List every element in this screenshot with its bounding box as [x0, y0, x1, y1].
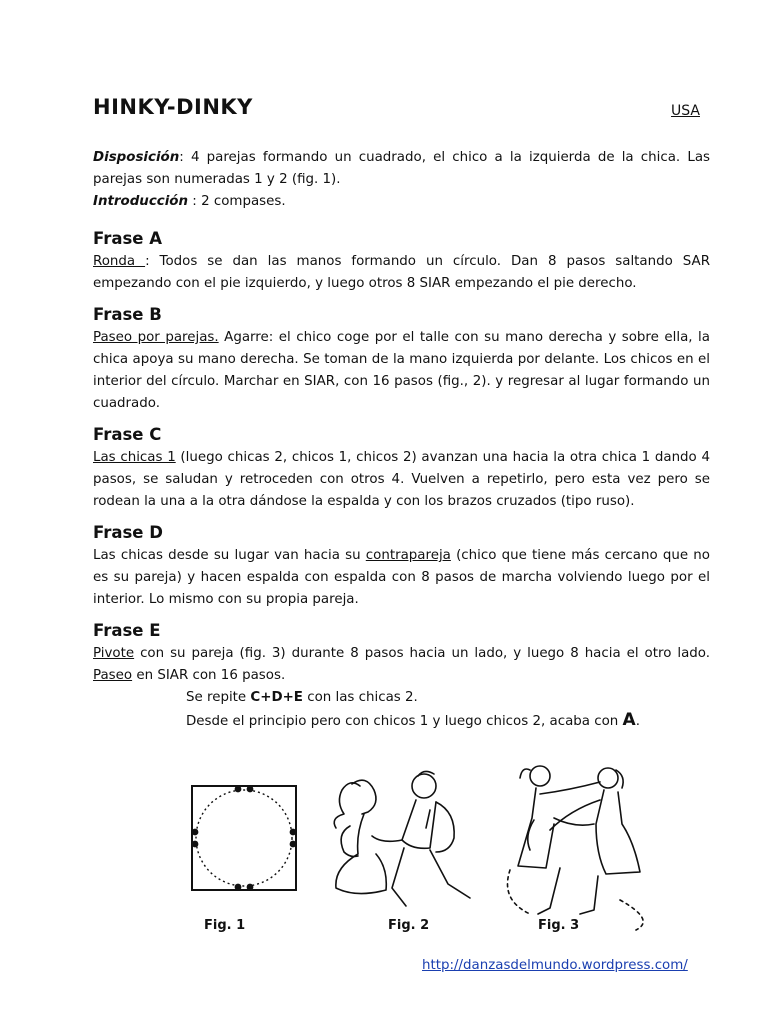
- section-text: : Todos se dan las manos formando un círculo. Dan 8 pasos saltando SAR empezando con el pie izquierdo, y luego otros 8 SIAR empezando el pie derecho.: [93, 254, 710, 291]
- section-body: [93, 643, 710, 687]
- disposicion-text: : 4 parejas formando un cuadrado, el chico a la izquierda de la chica. Las parejas son numeradas 1 y 2 (fig. 1).: [93, 150, 710, 187]
- fig3-caption: Fig. 3: [538, 918, 580, 933]
- section-lead: Las chicas 1: [93, 450, 176, 465]
- footer-link[interactable]: http://danzasdelmundo.wordpress.com/: [422, 958, 688, 973]
- repeat-line-2: [93, 709, 710, 733]
- section-lead: contrapareja: [365, 548, 451, 563]
- fig1-formation-diagram: [188, 780, 303, 895]
- section-heading: Frase C: [93, 425, 162, 444]
- section-frase-a: [93, 227, 710, 295]
- section-text: (luego chicas 2, chicos 1, chicos 2) avanzan una hacia la otra chica 1 dando 4 pasos, se saludan y retroceden con otros 4. Vuelven a repetirlo, pero esta vez pero se rodean la una a la otra dándose la espalda y con los brazos cruzados (tipo ruso).: [93, 450, 710, 509]
- introduccion-text: : 2 compases.: [188, 194, 286, 209]
- country-label: USA: [671, 103, 700, 119]
- figures-area: [188, 760, 668, 950]
- fig2-dancers-illustration: [320, 766, 480, 916]
- repeat-strong: C+D+E: [250, 690, 303, 705]
- section-text: (chico que tiene más cercano que no es su pareja) y hacen espalda con espalda con 8 pasos de marcha volviendo luego por el interior. Lo mismo con su propia pareja.: [93, 548, 710, 607]
- section-lead: Pivote: [93, 646, 135, 661]
- fig3-pivot-illustration: [500, 760, 660, 940]
- section-frase-e: [93, 619, 710, 733]
- section-heading: Frase D: [93, 523, 163, 542]
- section-pre: Las chicas desde su lugar van hacia su: [93, 548, 366, 563]
- section-body: [93, 447, 710, 513]
- title-row: [93, 95, 710, 129]
- section-lead-2: Paseo: [93, 668, 133, 683]
- section-heading: Frase A: [93, 229, 163, 248]
- section-text: con su pareja (fig. 3) durante 8 pasos hacia un lado, y luego 8 hacia el otro lado.: [134, 646, 710, 661]
- section-heading: Frase E: [93, 621, 161, 640]
- repeat-line-1: [93, 687, 710, 709]
- intro-block: [93, 147, 710, 213]
- section-lead: Paseo por parejas.: [93, 330, 219, 345]
- fig2-caption: Fig. 2: [388, 918, 430, 933]
- section-lead: Ronda: [93, 254, 146, 269]
- section-frase-b: [93, 303, 710, 415]
- document-page: [93, 95, 710, 733]
- fig1-caption: Fig. 1: [204, 918, 246, 933]
- repeat-post: con las chicas 2.: [302, 690, 418, 705]
- disposicion-label: Disposición: [93, 150, 180, 165]
- repeat-pre: Se repite: [186, 690, 251, 705]
- section-frase-c: [93, 423, 710, 513]
- section-body: [93, 251, 710, 295]
- section-body: [93, 327, 710, 415]
- repeat-post-2: .: [635, 714, 640, 729]
- repeat-big: A: [622, 710, 636, 730]
- section-text: Agarre: el chico coge por el talle con su mano derecha y sobre ella, la chica apoya su mano derecha. Se toman de la mano izquierda por delante. Los chicos en el interior del círculo. Marchar en SIAR, con 16 pasos (fig., 2). y regresar al lugar formando un cuadrado.: [93, 330, 710, 411]
- introduccion-label: Introducción: [93, 194, 189, 209]
- section-heading: Frase B: [93, 305, 162, 324]
- section-frase-d: [93, 521, 710, 611]
- section-text-2: en SIAR con 16 pasos.: [132, 668, 286, 683]
- section-body: [93, 545, 710, 611]
- page-title: HINKY-DINKY: [93, 95, 253, 119]
- repeat-pre-2: Desde el principio pero con chicos 1 y luego chicos 2, acaba con: [186, 714, 623, 729]
